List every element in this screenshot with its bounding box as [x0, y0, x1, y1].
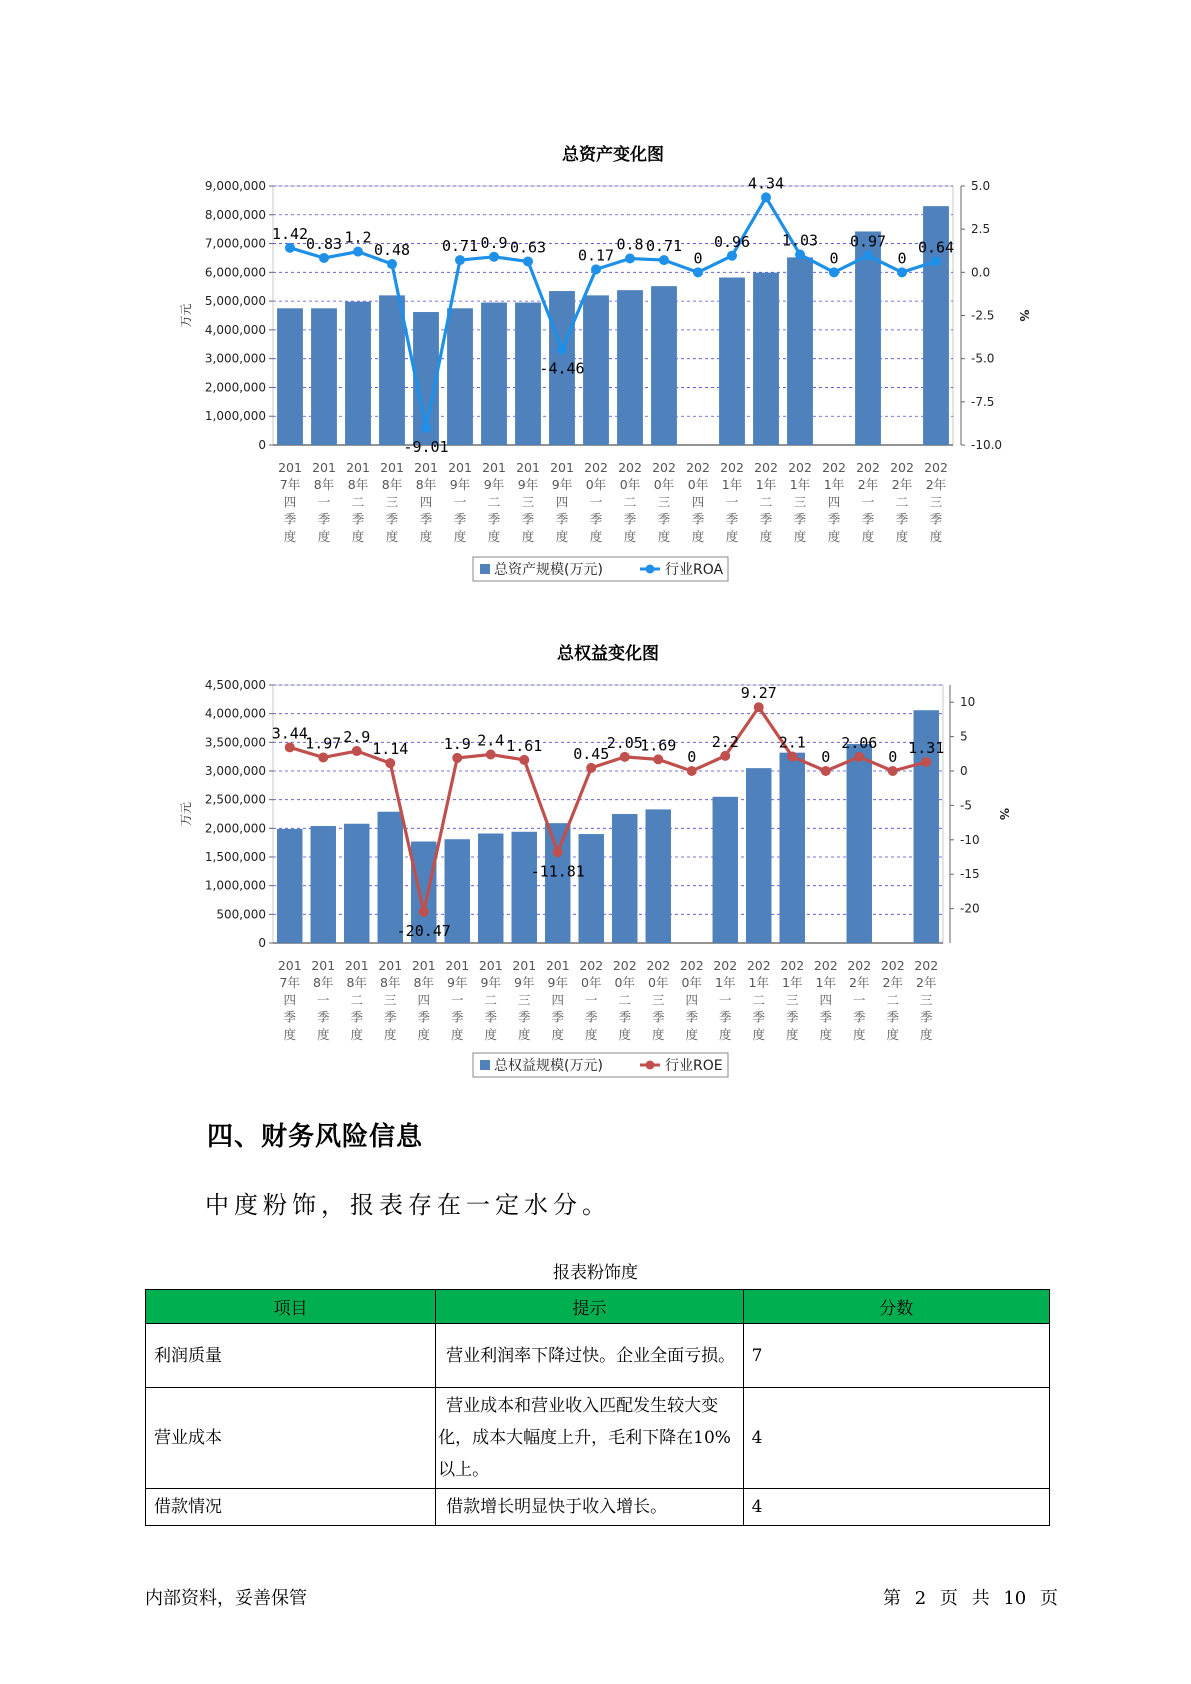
table-cell-item: 利润质量	[146, 1324, 436, 1388]
legend-bar-swatch	[480, 564, 490, 574]
data-label: 2.9	[343, 728, 371, 747]
bar	[481, 303, 507, 445]
y2-tick-label: -20	[960, 901, 980, 916]
bar	[478, 833, 503, 943]
y-tick-label: 2,000,000	[204, 380, 266, 395]
data-label: 0.83	[305, 235, 343, 254]
line-point	[419, 907, 429, 917]
bar	[583, 295, 609, 445]
y2-axis-label: %	[997, 807, 1011, 821]
x-tick-label: 201 7年四季度	[277, 958, 302, 1042]
y2-tick-label: 5.0	[971, 179, 991, 193]
footer-page-number: 第 2 页 共 10 页	[883, 1588, 1058, 1609]
table-cell-score: 4	[743, 1489, 1049, 1526]
line-point	[620, 752, 630, 762]
x-tick-label: 202 0年二季度	[618, 460, 642, 544]
bar	[311, 826, 336, 943]
line-point	[353, 247, 363, 257]
line-point	[897, 267, 907, 277]
data-label: 2.05	[606, 733, 643, 752]
y-tick-label: 0	[258, 936, 266, 950]
data-label: 2.4	[477, 731, 505, 750]
bar	[855, 231, 881, 445]
bar	[713, 797, 738, 943]
line-point	[795, 250, 805, 260]
table-cell-score: 4	[743, 1388, 1049, 1489]
line-point	[821, 766, 831, 776]
line-point	[385, 758, 395, 768]
x-tick-label: 201 8年三季度	[380, 460, 404, 544]
data-label: -11.81	[530, 862, 585, 881]
bar	[545, 823, 570, 943]
data-label: 0	[693, 249, 703, 268]
bar	[746, 768, 771, 943]
table-cell-tip: 营业利润率下降过快。企业全面亏损。	[436, 1324, 743, 1388]
x-tick-label: 201 8年一季度	[312, 460, 336, 544]
y2-tick-label: 0	[960, 764, 968, 778]
x-tick-label: 201 9年二季度	[478, 958, 503, 1042]
bar	[311, 308, 337, 445]
chart-title: 总资产变化图	[562, 145, 664, 165]
data-label: 1.31	[908, 738, 945, 757]
plot-frame	[273, 685, 943, 943]
table-cell-item: 借款情况	[146, 1489, 436, 1526]
line-point	[931, 256, 941, 266]
y2-tick-label: -2.5	[971, 308, 995, 323]
bar	[579, 834, 604, 943]
x-tick-label: 201 8年四季度	[414, 460, 438, 544]
legend-bar-label: 总资产规模(万元)	[494, 562, 603, 578]
x-tick-label: 202 1年三季度	[780, 958, 805, 1042]
table-row	[146, 1388, 1050, 1489]
data-label: 1.14	[372, 740, 409, 759]
data-label: 4.34	[747, 174, 785, 193]
x-tick-label: 202 1年四季度	[822, 460, 846, 544]
section-heading: 四、财务风险信息	[207, 1122, 424, 1152]
data-label: 2.06	[841, 733, 878, 752]
y-axis-label: 万元	[179, 303, 193, 328]
y-tick-label: 3,000,000	[204, 764, 266, 778]
bar	[379, 295, 405, 445]
chart-title: 总权益变化图	[557, 644, 659, 664]
line-point	[455, 255, 465, 265]
bar	[719, 278, 745, 445]
legend-line-marker	[646, 565, 655, 574]
x-tick-label: 202 2年三季度	[924, 460, 948, 544]
y-tick-label: 7,000,000	[204, 236, 266, 251]
line-point	[523, 256, 533, 266]
line-point	[486, 749, 496, 759]
plot-frame	[273, 186, 953, 445]
total-equity-chart-svg	[0, 630, 1191, 1100]
bar	[787, 257, 813, 445]
table-row	[146, 1324, 1050, 1388]
line-point	[921, 757, 931, 767]
line-point	[888, 766, 898, 776]
table-row	[146, 1489, 1050, 1526]
data-label: 2.1	[778, 733, 806, 752]
bar	[651, 286, 677, 445]
data-label: 0.71	[645, 237, 683, 256]
x-tick-label: 202 0年四季度	[679, 958, 704, 1042]
bar	[515, 303, 541, 445]
x-tick-label: 202 0年一季度	[579, 958, 604, 1042]
data-label: 0.48	[373, 241, 411, 260]
y2-tick-label: 10	[960, 695, 976, 710]
data-label: 0	[821, 748, 831, 766]
data-label: 0	[888, 748, 898, 766]
line-point	[659, 255, 669, 265]
y-tick-label: 6,000,000	[204, 265, 266, 280]
data-label: 1.97	[305, 734, 342, 753]
bar	[847, 744, 872, 943]
y2-tick-label: -10.0	[971, 438, 1003, 452]
bar	[277, 308, 303, 445]
line-point	[754, 702, 764, 712]
y-tick-label: 9,000,000	[204, 179, 266, 193]
data-label: 1.42	[271, 224, 309, 243]
legend-bar-swatch	[480, 1060, 490, 1070]
y-tick-label: 0	[258, 438, 266, 452]
table-header-item: 项目	[146, 1290, 436, 1324]
line-point	[653, 754, 663, 764]
y-tick-label: 4,500,000	[204, 678, 266, 692]
x-tick-label: 201 9年四季度	[545, 958, 570, 1042]
table-header-tip: 提示	[436, 1290, 743, 1324]
y2-tick-label: -5	[960, 798, 972, 813]
line-point	[352, 746, 362, 756]
line-point	[489, 252, 499, 262]
legend-line-label: 行业ROE	[665, 1058, 723, 1074]
line-point	[591, 264, 601, 274]
data-label: -9.01	[403, 437, 449, 456]
x-tick-label: 202 0年一季度	[584, 460, 608, 544]
y-tick-label: 4,000,000	[204, 322, 266, 337]
table-cell-score: 7	[743, 1324, 1049, 1388]
data-label: -4.46	[539, 359, 585, 378]
bar	[344, 824, 369, 943]
x-tick-label: 202 1年三季度	[788, 460, 812, 544]
data-label: 0	[897, 249, 907, 268]
y2-tick-label: 5	[960, 729, 968, 744]
x-tick-label: 202 2年一季度	[856, 460, 880, 544]
y-axis-label: 万元	[179, 801, 193, 827]
x-tick-label: 202 2年二季度	[880, 958, 905, 1042]
y-tick-label: 1,000,000	[204, 409, 266, 424]
line-point	[318, 752, 328, 762]
data-label: 0	[687, 748, 697, 766]
table-cell-tip: 借款增长明显快于收入增长。	[436, 1489, 743, 1526]
y-tick-label: 2,000,000	[204, 821, 266, 836]
bar	[345, 302, 371, 445]
y2-tick-label: -10	[960, 832, 980, 847]
x-tick-label: 201 8年二季度	[344, 958, 369, 1042]
line-point	[553, 847, 563, 857]
legend-line-label: 行业ROA	[665, 562, 724, 578]
bar	[617, 290, 643, 445]
y-tick-label: 1,500,000	[204, 850, 266, 864]
line-point	[421, 423, 431, 433]
x-tick-label: 201 8年一季度	[311, 958, 336, 1042]
y2-tick-label: -7.5	[971, 394, 995, 409]
x-tick-label: 201 9年一季度	[448, 460, 472, 544]
y-tick-label: 1,000,000	[204, 878, 266, 893]
line-point	[693, 267, 703, 277]
line-point	[854, 752, 864, 762]
line-point	[586, 763, 596, 773]
x-tick-label: 202 0年三季度	[646, 958, 671, 1042]
data-label: 0.64	[917, 238, 955, 257]
table-cell-item: 营业成本	[146, 1388, 436, 1489]
data-label: 1.9	[443, 734, 471, 753]
x-tick-label: 202 0年三季度	[652, 460, 676, 544]
data-label: 0.17	[577, 246, 615, 265]
x-tick-label: 202 1年四季度	[813, 958, 838, 1042]
y2-tick-label: 2.5	[971, 222, 991, 237]
data-label: 0.8	[616, 235, 644, 254]
data-label: 2.2	[711, 732, 739, 751]
total-assets-chart	[0, 130, 1191, 600]
line-point	[452, 753, 462, 763]
x-tick-label: 201 8年四季度	[411, 958, 436, 1042]
data-label: -20.47	[396, 921, 451, 940]
total-equity-chart	[0, 630, 1191, 1100]
y-tick-label: 8,000,000	[204, 207, 266, 222]
x-tick-label: 202 1年一季度	[720, 460, 744, 544]
legend-bar-label: 总权益规模(万元)	[494, 1058, 603, 1074]
y-tick-label: 3,500,000	[204, 735, 266, 750]
x-tick-label: 201 9年三季度	[512, 958, 537, 1042]
data-label: 3.44	[271, 724, 308, 743]
x-tick-label: 201 8年三季度	[378, 958, 403, 1042]
y-tick-label: 4,000,000	[204, 706, 266, 721]
data-label: 1.2	[344, 228, 372, 247]
line-point	[720, 751, 730, 761]
x-tick-label: 202 2年二季度	[890, 460, 914, 544]
y2-tick-label: -5.0	[971, 351, 995, 366]
y-tick-label: 5,000,000	[204, 294, 266, 309]
table-caption: 报表粉饰度	[553, 1263, 638, 1283]
x-tick-label: 202 1年一季度	[713, 958, 738, 1042]
y2-tick-label: 0.0	[971, 265, 991, 280]
line-point	[557, 344, 567, 354]
line-point	[761, 192, 771, 202]
x-tick-label: 201 9年四季度	[550, 460, 574, 544]
x-tick-label: 202 1年二季度	[746, 958, 771, 1042]
bar	[447, 308, 473, 445]
data-label: 0	[829, 249, 839, 268]
x-tick-label: 202 1年二季度	[754, 460, 778, 544]
y2-tick-label: -15	[960, 867, 980, 882]
line-point	[829, 267, 839, 277]
line-point	[863, 251, 873, 261]
y2-axis-label: %	[1017, 309, 1031, 322]
data-label: 0.96	[713, 232, 751, 251]
table-cell-tip: 营业成本和营业收入匹配发生较大变化，成本大幅度上升，毛利下降在10%以上。	[436, 1388, 743, 1489]
bar	[780, 753, 805, 943]
legend-line-marker	[646, 1061, 655, 1070]
line-point	[387, 259, 397, 269]
x-tick-label: 201 7年四季度	[278, 460, 302, 544]
data-label: 1.03	[781, 231, 819, 250]
bar	[277, 829, 302, 943]
line-point	[787, 752, 797, 762]
data-label: 0.63	[509, 238, 547, 257]
section-paragraph: 中度粉饰，报表存在一定水分。	[205, 1191, 611, 1219]
table-header-row	[146, 1290, 1050, 1324]
y-tick-label: 3,000,000	[204, 351, 266, 366]
data-label: 9.27	[740, 684, 777, 703]
x-tick-label: 202 0年四季度	[686, 460, 710, 544]
bar	[646, 809, 671, 943]
y-tick-label: 500,000	[216, 907, 266, 922]
line-point	[625, 254, 635, 264]
line-point	[727, 251, 737, 261]
line-point	[285, 243, 295, 253]
data-label: 1.69	[640, 736, 677, 755]
data-label: 1.61	[506, 736, 543, 755]
x-tick-label: 201 8年二季度	[346, 460, 370, 544]
x-tick-label: 201 9年二季度	[482, 460, 506, 544]
table-header-score: 分数	[743, 1290, 1049, 1324]
bar	[753, 273, 779, 445]
total-assets-chart-svg	[0, 130, 1191, 600]
footer-left: 内部资料，妥善保管	[145, 1588, 307, 1609]
y-tick-label: 2,500,000	[204, 792, 266, 807]
bar	[612, 814, 637, 943]
line-point	[285, 742, 295, 752]
risk-table	[145, 1289, 1050, 1526]
data-label: 0.45	[573, 744, 610, 763]
data-label: 0.97	[849, 232, 887, 251]
x-tick-label: 202 2年三季度	[914, 958, 939, 1042]
line-point	[319, 253, 329, 263]
x-tick-label: 201 9年一季度	[445, 958, 470, 1042]
bar	[512, 832, 537, 943]
x-tick-label: 202 0年二季度	[612, 958, 637, 1042]
data-label: 0.9	[480, 233, 508, 252]
line-point	[519, 755, 529, 765]
x-tick-label: 201 9年三季度	[516, 460, 540, 544]
data-label: 0.71	[441, 237, 479, 256]
line-point	[687, 766, 697, 776]
x-tick-label: 202 2年一季度	[847, 958, 872, 1042]
